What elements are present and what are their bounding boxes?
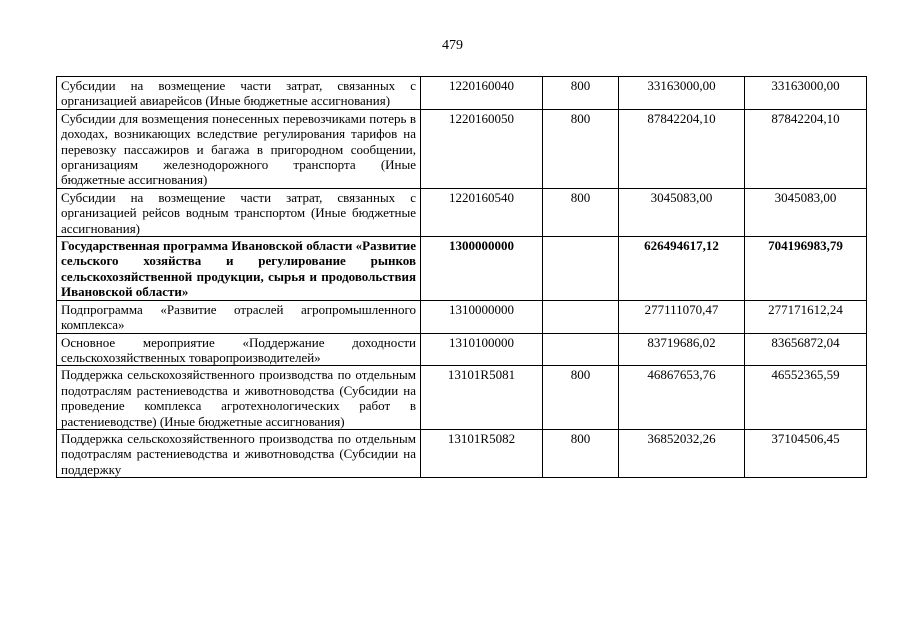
row-sum-first-cell: 36852032,26	[619, 429, 745, 477]
row-sum-second-cell: 33163000,00	[745, 77, 867, 110]
row-sum-second-cell: 83656872,04	[745, 333, 867, 366]
row-sum-second-cell: 37104506,45	[745, 429, 867, 477]
row-name-cell: Государственная программа Ивановской области «Развитие сельского хозяйства и регулирование рынков сельскохозяйственной продукции, сырья и продовольствия Ивановской области»	[57, 237, 421, 301]
row-code-cell: 1220160050	[421, 109, 543, 188]
row-type-cell: 800	[543, 188, 619, 236]
table-row	[57, 300, 867, 333]
table-row	[57, 109, 867, 188]
row-code-cell: 1220160540	[421, 188, 543, 236]
row-sum-first-cell: 46867653,76	[619, 366, 745, 430]
row-sum-second-cell: 87842204,10	[745, 109, 867, 188]
row-type-cell: 800	[543, 429, 619, 477]
row-sum-first-cell: 33163000,00	[619, 77, 745, 110]
row-type-cell: 800	[543, 366, 619, 430]
row-code-cell: 1300000000	[421, 237, 543, 301]
budget-table	[56, 76, 867, 478]
row-name-cell: Субсидии на возмещение части затрат, связанных с организацией рейсов водным транспортом (Иные бюджетные ассигнования)	[57, 188, 421, 236]
row-code-cell: 13101R5082	[421, 429, 543, 477]
table-row	[57, 333, 867, 366]
row-code-cell: 1310100000	[421, 333, 543, 366]
row-type-cell	[543, 237, 619, 301]
row-sum-second-cell: 3045083,00	[745, 188, 867, 236]
row-name-cell: Подпрограмма «Развитие отраслей агропромышленного комплекса»	[57, 300, 421, 333]
table-row	[57, 429, 867, 477]
row-code-cell: 13101R5081	[421, 366, 543, 430]
row-type-cell: 800	[543, 109, 619, 188]
row-sum-second-cell: 704196983,79	[745, 237, 867, 301]
row-sum-first-cell: 626494617,12	[619, 237, 745, 301]
row-sum-second-cell: 277171612,24	[745, 300, 867, 333]
table-row	[57, 188, 867, 236]
row-name-cell: Субсидии на возмещение части затрат, связанных с организацией авиарейсов (Иные бюджетные ассигнования)	[57, 77, 421, 110]
table-row	[57, 366, 867, 430]
row-name-cell: Поддержка сельскохозяйственного производства по отдельным подотраслям растениеводства и животноводства (Субсидии на проведение комплекса агротехнологических работ в растениеводстве) (Иные бюджетные ассигнования)	[57, 366, 421, 430]
budget-table-body	[57, 77, 867, 478]
row-sum-first-cell: 83719686,02	[619, 333, 745, 366]
row-name-cell: Субсидии для возмещения понесенных перевозчиками потерь в доходах, возникающих вследствие регулирования тарифов на перевозку пассажиров и багажа в пригородном сообщении, организациям железнодорожного транспорта (Иные бюджетные ассигнования)	[57, 109, 421, 188]
row-name-cell: Основное мероприятие «Поддержание доходности сельскохозяйственных товаропроизводителей»	[57, 333, 421, 366]
row-type-cell	[543, 300, 619, 333]
table-row	[57, 77, 867, 110]
row-name-cell: Поддержка сельскохозяйственного производства по отдельным подотраслям растениеводства и животноводства (Субсидии на поддержку	[57, 429, 421, 477]
row-sum-first-cell: 3045083,00	[619, 188, 745, 236]
row-type-cell	[543, 333, 619, 366]
table-row	[57, 237, 867, 301]
row-sum-second-cell: 46552365,59	[745, 366, 867, 430]
row-sum-first-cell: 277111070,47	[619, 300, 745, 333]
row-type-cell: 800	[543, 77, 619, 110]
row-code-cell: 1220160040	[421, 77, 543, 110]
row-sum-first-cell: 87842204,10	[619, 109, 745, 188]
page-number: 479	[442, 38, 463, 53]
row-code-cell: 1310000000	[421, 300, 543, 333]
